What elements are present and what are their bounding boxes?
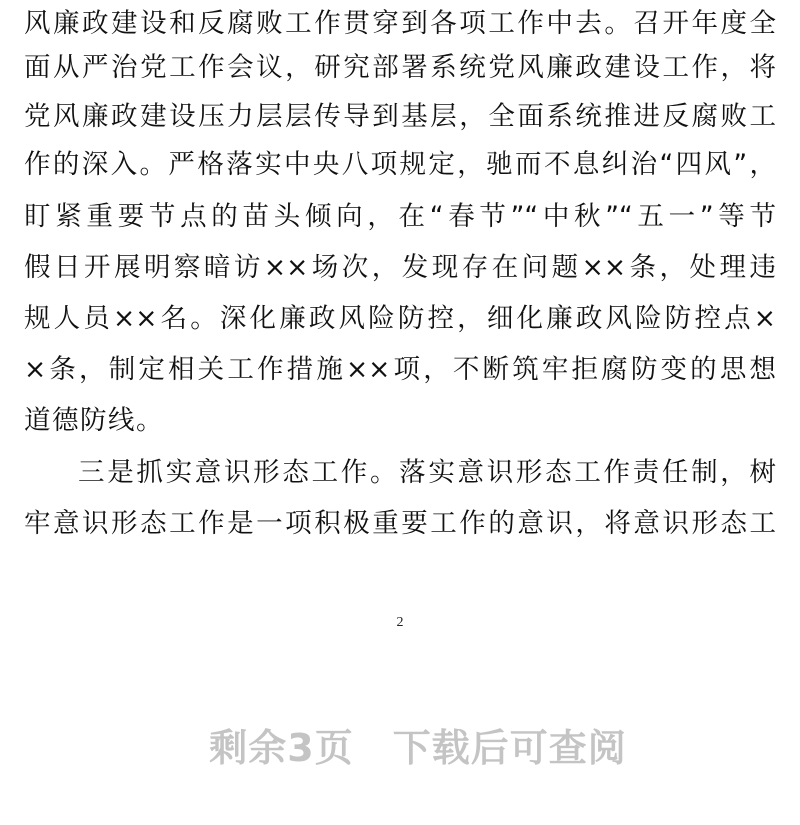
text-line: 风廉政建设和反腐败工作贯穿到各项工作中去。召开年度全 [24, 8, 776, 39]
text-line: 规人员××名。深化廉政风险防控，细化廉政风险防控点× [24, 303, 776, 334]
text-line: ×条，制定相关工作措施××项，不断筑牢拒腐防变的思想 [24, 354, 776, 385]
text-line: 牢意识形态工作是一项积极重要工作的意识，将意识形态工 [24, 508, 776, 539]
text-line: 作的深入。严格落实中央八项规定，驰而不息纠治“四风”， [24, 149, 776, 180]
paragraph-start-line: 三是抓实意识形态工作。落实意识形态工作责任制，树 [78, 457, 776, 488]
remaining-pages-notice: 剩余3页 下载后可查阅 [209, 726, 627, 770]
text-line: 假日开展明察暗访××场次，发现存在问题××条，处理违 [24, 252, 776, 283]
text-line: 党风廉政建设压力层层传导到基层，全面系统推进反腐败工 [24, 101, 776, 132]
text-line: 道德防线。 [24, 405, 164, 436]
text-line: 面从严治党工作会议，研究部署系统党风廉政建设工作，将 [24, 52, 776, 83]
page-number: 2 [396, 615, 404, 630]
text-line: 盯紧重要节点的苗头倾向，在“春节”“中秋”“五一”等节 [24, 201, 776, 232]
